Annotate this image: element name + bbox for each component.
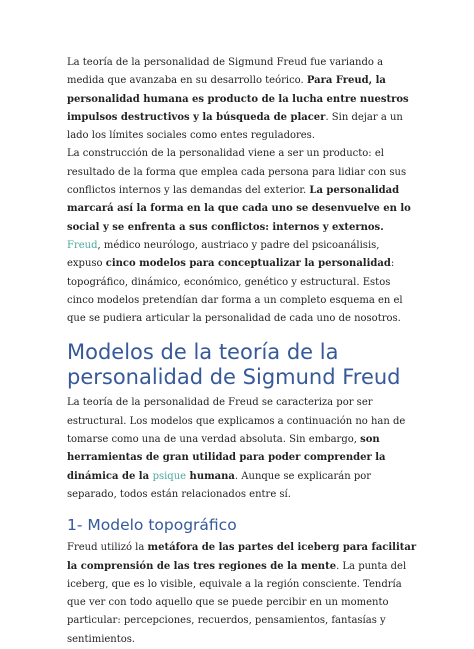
section-p1-text: La teoría de la personalidad de Freud se caracteriza por ser estructural. Los modelos que explicamos a continuación no han de tomarse como una de una verdad absoluta. Sin embargo, xyxy=(67,397,406,446)
document-page xyxy=(67,54,417,649)
intro-p3-text-end: : topográfico, dinámico, económico, genético y estructural. Estos cinco modelos pretendían dar forma a un completo esquema en el que se pudiera articular la personalidad de cada uno de nosotros. xyxy=(67,258,403,325)
intro-p1-bold: Para Freud, la personalidad humana es producto de la lucha entre nuestros impulsos destructivos y la búsqueda de placer xyxy=(67,75,409,123)
intro-paragraph-2 xyxy=(67,145,417,236)
section-p1-bold: son herramientas de gran utilidad para poder comprender la dinámica de la xyxy=(67,434,386,482)
subsection-p1-text-end: . La punta del iceberg, que es lo visible, equivale a la región consciente. Tendría que ver con todo aquello que se puede percibir en un momento particular: percepciones, recuerdos, pensamientos, fantasías y sentimientos. xyxy=(67,560,407,645)
subsection-title: 1- Modelo topográfico xyxy=(67,516,237,535)
intro-p2-text: La construcción de la personalidad viene a ser un producto: el resultado de la forma que emplea cada persona para lidiar con sus conflictos internos y las demandas del exterior. xyxy=(67,148,407,197)
intro-p3-text: , médico neurólogo, austriaco y padre del psicoanálisis, expuso xyxy=(67,239,380,270)
psique-link[interactable]: psique xyxy=(152,470,187,482)
subsection-p1-bold: metáfora de las partes del iceberg para facilitar la comprensión de las tres regiones de la mente xyxy=(67,542,417,572)
subsection-p1-text: Freud utilizó la xyxy=(67,542,148,554)
section-paragraph-1 xyxy=(67,394,417,504)
intro-p3-bold: cinco modelos para conceptualizar la personalidad xyxy=(105,258,391,270)
subsection-paragraph-1 xyxy=(67,539,417,649)
section-p1-bold-end: humana xyxy=(186,470,235,482)
freud-link[interactable]: Freud xyxy=(67,239,98,251)
section-p1-text-end: . Aunque se explicarán por separado, todos están relacionados entre sí. xyxy=(67,470,372,500)
intro-p1-text: La teoría de la personalidad de Sigmund Freud fue variando a medida que avanzaba en su desarrollo teórico. xyxy=(67,57,384,87)
intro-p2-bold: La personalidad marcará así la forma en la que cada uno se desenvuelve en lo social y se enfrenta a sus conflictos: internos y externos. xyxy=(67,185,411,233)
intro-paragraph-1 xyxy=(67,54,417,145)
intro-p1-text-end: . Sin dejar a un lado los límites sociales como entes reguladores. xyxy=(67,111,403,142)
section-title: Modelos de la teoría de la personalidad de Sigmund Freud xyxy=(67,340,401,389)
intro-paragraph-3 xyxy=(67,237,417,328)
